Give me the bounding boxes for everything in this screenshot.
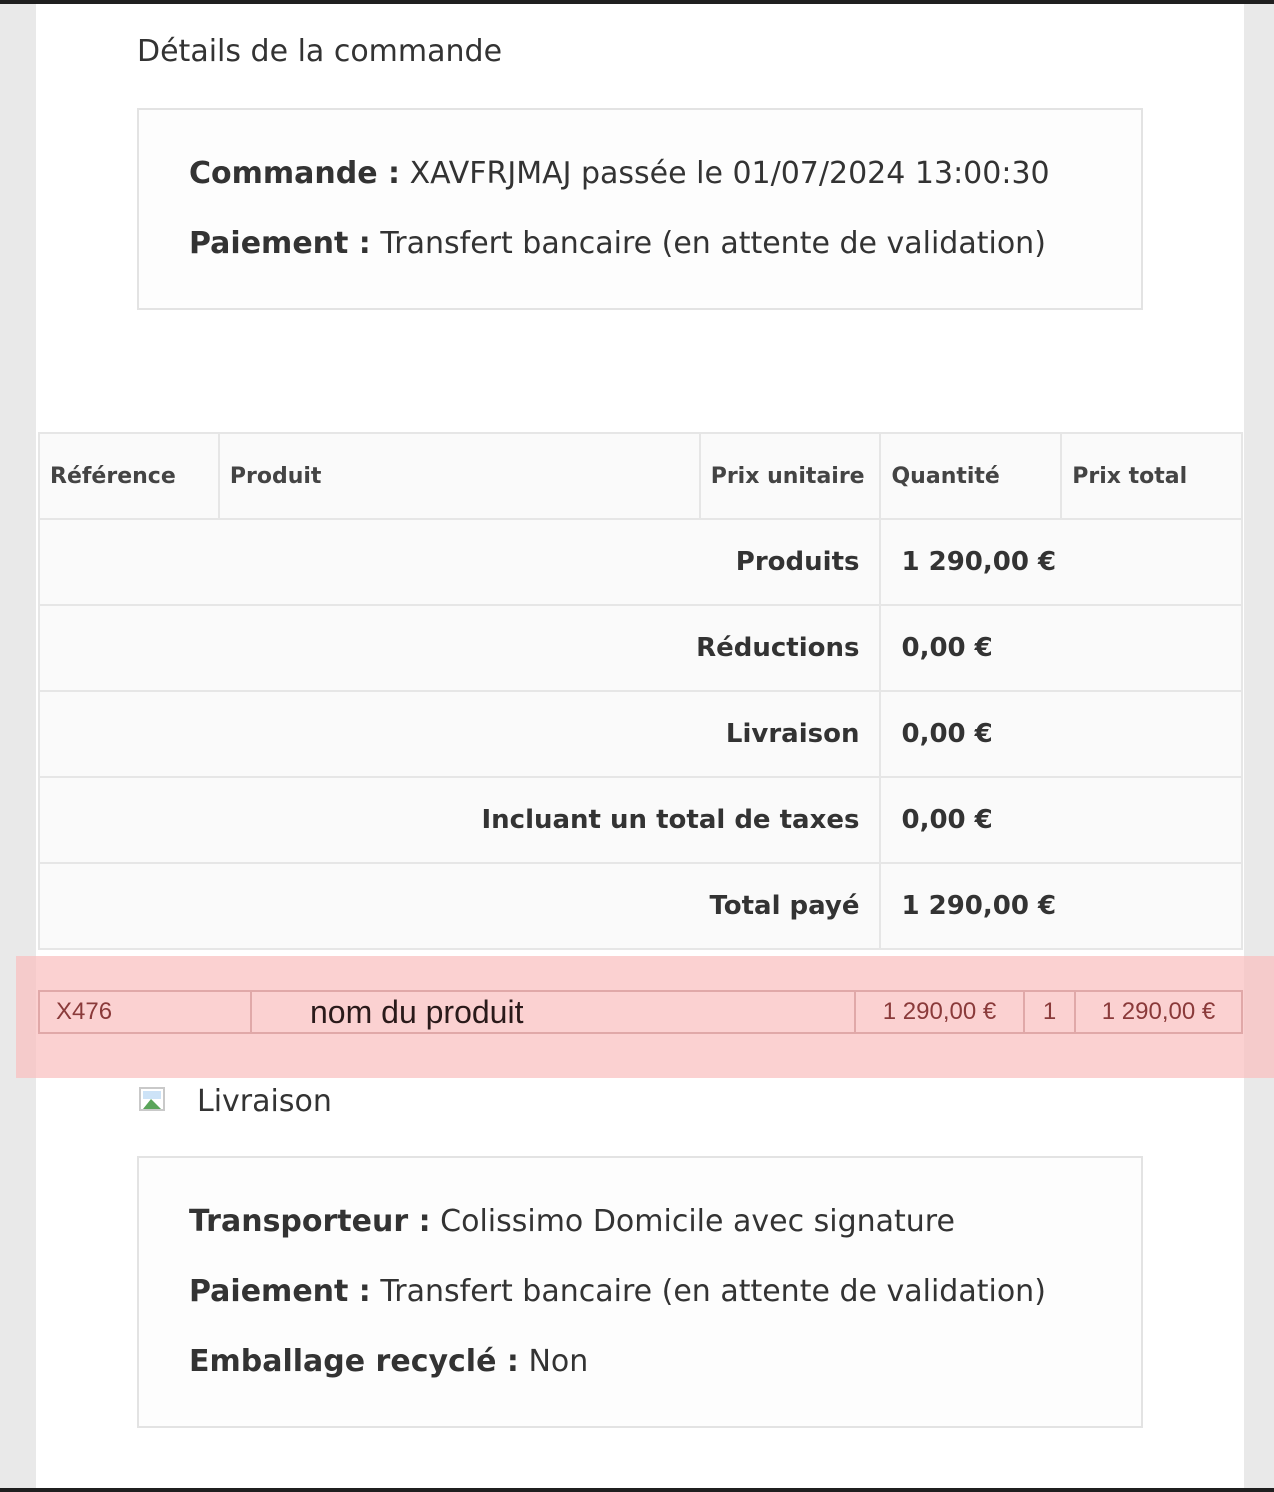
table-header-row: [39, 433, 1242, 519]
payment-line: [189, 226, 1046, 261]
totals-label: Produits: [39, 519, 880, 605]
product-row: [38, 990, 1243, 1034]
table-row: [39, 519, 1242, 605]
header-quantity: Quantité: [880, 433, 1061, 519]
recycled-line: [189, 1344, 588, 1379]
order-table: [38, 432, 1243, 950]
totals-label: Incluant un total de taxes: [39, 777, 880, 863]
totals-value: 1 290,00 €: [880, 863, 1242, 949]
delivery-info-box: [137, 1156, 1143, 1428]
payment-label: Paiement :: [189, 226, 371, 261]
totals-value: 0,00 €: [880, 777, 1242, 863]
carrier-label: Transporteur :: [189, 1204, 431, 1239]
recycled-value: Non: [528, 1344, 589, 1379]
bottom-edge: [0, 1488, 1274, 1492]
order-info-box: [137, 108, 1143, 310]
recycled-label: Emballage recyclé :: [189, 1344, 519, 1379]
totals-label: Livraison: [39, 691, 880, 777]
broken-image-icon: [137, 1085, 169, 1117]
delivery-payment-label: Paiement :: [189, 1274, 371, 1309]
table-row: [39, 691, 1242, 777]
order-label: Commande :: [189, 156, 401, 191]
totals-value: 0,00 €: [880, 605, 1242, 691]
totals-value: 0,00 €: [880, 691, 1242, 777]
delivery-payment-value: Transfert bancaire (en attente de validation): [380, 1274, 1046, 1309]
carrier-line: [189, 1204, 955, 1239]
delivery-payment-line: [189, 1274, 1046, 1309]
header-product: Produit: [219, 433, 700, 519]
payment-value: Transfert bancaire (en attente de validation): [380, 226, 1046, 261]
product-total-price: 1 290,00 €: [1101, 998, 1216, 1025]
table-row: [39, 605, 1242, 691]
order-line: [189, 156, 1050, 191]
carrier-value: Colissimo Domicile avec signature: [440, 1204, 955, 1239]
product-quantity: 1: [1025, 992, 1076, 1032]
table-row: [39, 863, 1242, 949]
delivery-heading: [137, 1080, 332, 1122]
header-unit-price: Prix unitaire: [700, 433, 881, 519]
delivery-title: Livraison: [197, 1083, 332, 1119]
order-value: XAVFRJMAJ passée le 01/07/2024 13:00:30: [409, 156, 1050, 191]
header-total-price: Prix total: [1061, 433, 1242, 519]
product-reference: X476: [40, 992, 252, 1032]
header-reference: Référence: [39, 433, 219, 519]
totals-label: Réductions: [39, 605, 880, 691]
section-title: Détails de la commande: [137, 34, 503, 69]
product-unit-price: 1 290,00 €: [856, 992, 1025, 1032]
totals-label: Total payé: [39, 863, 880, 949]
totals-value: 1 290,00 €: [880, 519, 1242, 605]
table-row: [39, 777, 1242, 863]
product-name: nom du produit: [252, 992, 856, 1032]
